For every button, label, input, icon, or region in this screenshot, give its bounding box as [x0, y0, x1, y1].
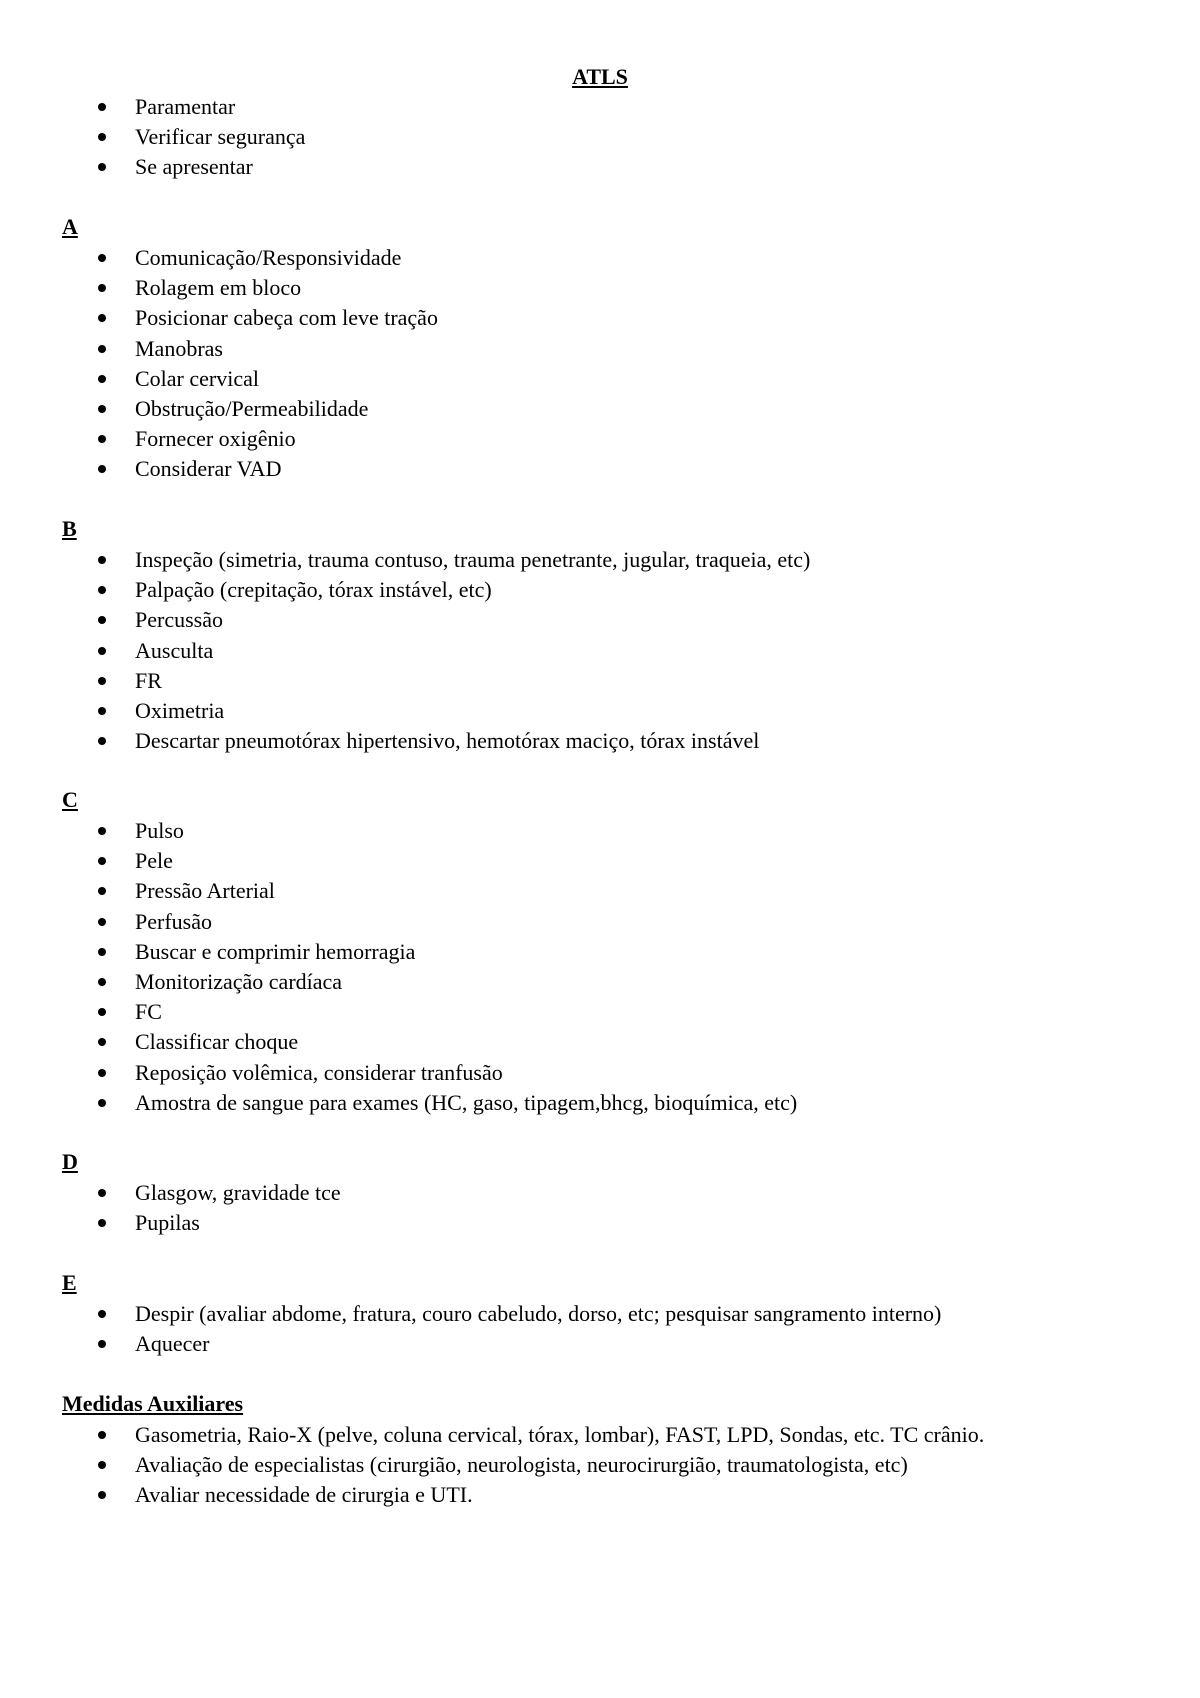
section-list — [0, 816, 1200, 1118]
bullet-icon — [98, 707, 106, 715]
list-item-text: Manobras — [135, 335, 223, 361]
list-item — [0, 937, 1200, 967]
list-item-text: Pressão Arterial — [135, 878, 275, 904]
list-item — [0, 967, 1200, 997]
list-item — [0, 636, 1200, 666]
list-item-text: Gasometria, Raio-X (pelve, coluna cervical, tórax, lombar), FAST, LPD, Sondas, etc. TC crânio. — [135, 1422, 985, 1447]
list-item — [0, 726, 1200, 756]
list-item-text: FC — [135, 999, 162, 1025]
list-item — [0, 1299, 1200, 1329]
list-item-text: Aquecer — [135, 1331, 210, 1357]
section-list — [0, 1420, 1200, 1511]
section-heading: D — [62, 1149, 78, 1174]
bullet-icon — [98, 254, 106, 262]
list-item — [0, 575, 1200, 605]
bullet-icon — [98, 737, 106, 745]
bullet-icon — [98, 887, 106, 895]
list-item-text: Se apresentar — [135, 154, 253, 180]
document-title: ATLS — [572, 64, 628, 89]
list-item — [0, 545, 1200, 575]
list-item-text: Descartar pneumotórax hipertensivo, hemotórax maciço, tórax instável — [135, 728, 760, 754]
list-item-text: Despir (avaliar abdome, fratura, couro cabeludo, dorso, etc; pesquisar sangramento interno) — [135, 1301, 942, 1326]
list-item — [0, 846, 1200, 876]
list-item-text: Colar cervical — [135, 365, 259, 391]
bullet-icon — [98, 1099, 106, 1107]
bullet-icon — [98, 556, 106, 564]
list-item-text: Pele — [135, 848, 173, 874]
bullet-icon — [98, 857, 106, 865]
list-item-text: Percussão — [135, 607, 223, 633]
bullet-icon — [98, 1069, 106, 1077]
list-item-text: Ausculta — [135, 637, 214, 663]
list-item — [0, 152, 1200, 182]
bullet-icon — [98, 133, 106, 141]
list-item — [0, 1208, 1200, 1238]
bullet-icon — [98, 586, 106, 594]
list-item — [0, 364, 1200, 394]
list-item — [0, 334, 1200, 364]
intro-list — [0, 92, 1200, 183]
list-item — [0, 273, 1200, 303]
list-item — [0, 696, 1200, 726]
list-item-text: Rolagem em bloco — [135, 275, 302, 301]
list-item-text: Obstrução/Permeabilidade — [135, 395, 369, 421]
bullet-icon — [98, 616, 106, 624]
list-item-text: Pupilas — [135, 1210, 200, 1236]
bullet-icon — [98, 677, 106, 685]
list-item-text: Avaliar necessidade de cirurgia e UTI. — [135, 1482, 473, 1508]
section-list — [0, 1178, 1200, 1238]
list-item — [0, 1480, 1200, 1510]
bullet-icon — [98, 948, 106, 956]
list-item-text: Verificar segurança — [135, 124, 306, 150]
list-item-text: Glasgow, gravidade tce — [135, 1180, 341, 1205]
bullet-icon — [98, 918, 106, 926]
bullet-icon — [98, 375, 106, 383]
bullet-icon — [98, 978, 106, 986]
list-item-text: Classificar choque — [135, 1029, 299, 1055]
list-item — [0, 394, 1200, 424]
list-item-text: Avaliação de especialistas (cirurgião, neurologista, neurocirurgião, traumatologista, etc) — [135, 1452, 908, 1478]
bullet-icon — [98, 405, 106, 413]
list-item — [0, 122, 1200, 152]
bullet-icon — [98, 1038, 106, 1046]
bullet-icon — [98, 827, 106, 835]
bullet-icon — [98, 1219, 106, 1227]
bullet-icon — [98, 314, 106, 322]
bullet-icon — [98, 1431, 106, 1439]
section-list — [0, 243, 1200, 485]
list-item-text: Posicionar cabeça com leve tração — [135, 305, 438, 331]
list-item — [0, 1329, 1200, 1359]
list-item — [0, 605, 1200, 635]
bullet-icon — [98, 163, 106, 171]
list-item-text: Amostra de sangue para exames (HC, gaso, tipagem,bhcg, bioquímica, etc) — [135, 1089, 798, 1115]
bullet-icon — [98, 465, 106, 473]
list-item-text: Considerar VAD — [135, 456, 282, 482]
list-item-text: Oximetria — [135, 697, 225, 723]
list-item — [0, 1420, 1200, 1450]
section-heading: A — [62, 214, 78, 239]
list-item — [0, 666, 1200, 696]
section-heading: E — [62, 1270, 77, 1295]
list-item — [0, 1088, 1200, 1118]
list-item-text: Pulso — [135, 818, 184, 843]
bullet-icon — [98, 647, 106, 655]
list-item — [0, 1178, 1200, 1208]
list-item — [0, 816, 1200, 846]
section-heading: Medidas Auxiliares — [62, 1391, 244, 1416]
list-item-text: Monitorização cardíaca — [135, 968, 343, 994]
list-item — [0, 876, 1200, 906]
bullet-icon — [98, 1340, 106, 1348]
bullet-icon — [98, 435, 106, 443]
list-item — [0, 454, 1200, 484]
list-item — [0, 1058, 1200, 1088]
list-item-text: Inspeção (simetria, trauma contuso, trauma penetrante, jugular, traqueia, etc) — [135, 547, 811, 572]
list-item — [0, 1450, 1200, 1480]
list-item-text: Perfusão — [135, 908, 212, 934]
bullet-icon — [98, 345, 106, 353]
bullet-icon — [98, 1310, 106, 1318]
list-item-text: Reposição volêmica, considerar tranfusão — [135, 1059, 503, 1085]
list-item-text: Buscar e comprimir hemorragia — [135, 938, 416, 964]
list-item — [0, 92, 1200, 122]
bullet-icon — [98, 1491, 106, 1499]
list-item — [0, 1027, 1200, 1057]
section-heading: B — [62, 516, 77, 541]
list-item-text: FR — [135, 667, 162, 693]
list-item — [0, 907, 1200, 937]
list-item — [0, 424, 1200, 454]
bullet-icon — [98, 1008, 106, 1016]
section-list — [0, 545, 1200, 756]
list-item-text: Palpação (crepitação, tórax instável, etc) — [135, 577, 492, 603]
list-item — [0, 303, 1200, 333]
list-item-text: Paramentar — [135, 94, 236, 119]
bullet-icon — [98, 1189, 106, 1197]
section-heading: C — [62, 787, 78, 812]
list-item-text: Comunicação/Responsividade — [135, 245, 402, 270]
list-item — [0, 997, 1200, 1027]
list-item — [0, 243, 1200, 273]
bullet-icon — [98, 284, 106, 292]
bullet-icon — [98, 103, 106, 111]
bullet-icon — [98, 1461, 106, 1469]
list-item-text: Fornecer oxigênio — [135, 426, 296, 452]
section-list — [0, 1299, 1200, 1359]
